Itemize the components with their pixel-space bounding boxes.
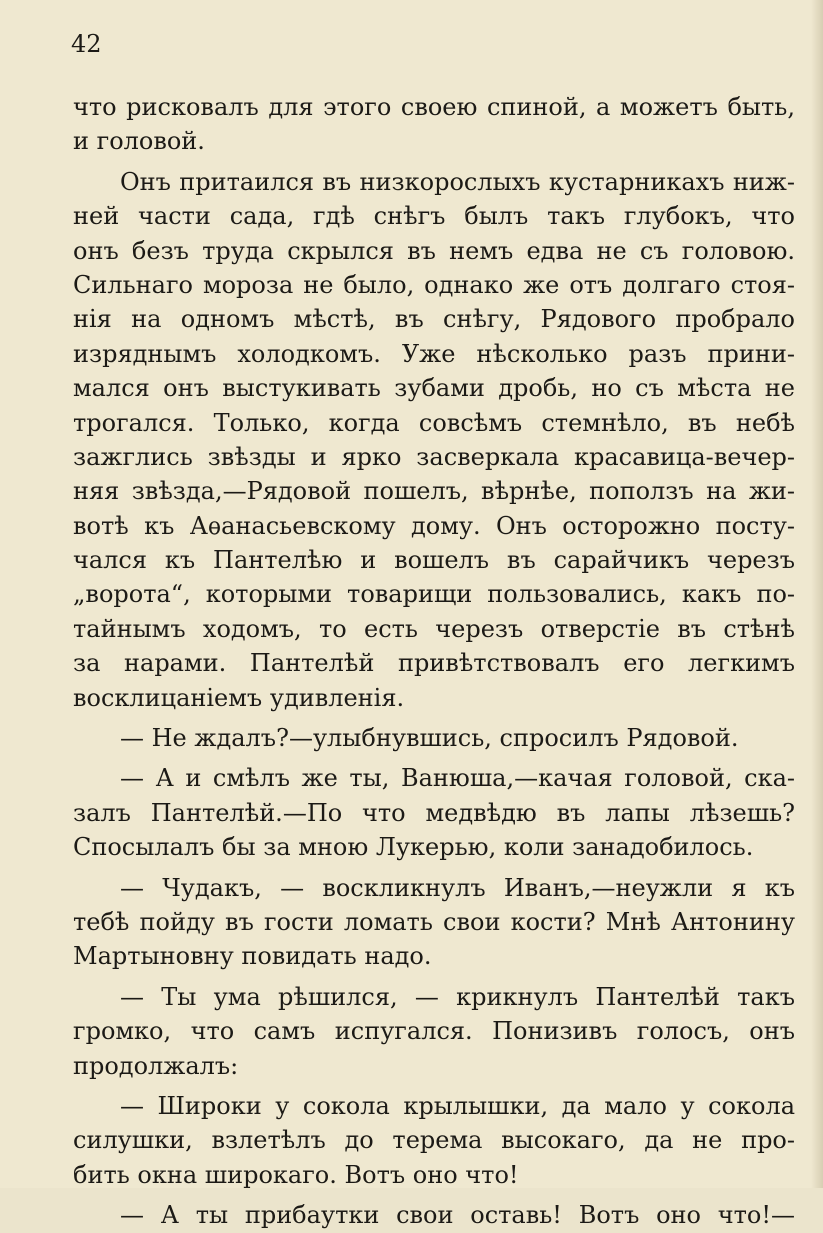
text-line: ней части сада, гдѣ снѣгъ былъ такъ глубокъ, что: [73, 202, 795, 231]
text-line: бить окна широкаго. Вотъ оно что!: [73, 1160, 519, 1189]
text-line: Сильнаго мороза не было, однако же отъ долгаго стоя-: [73, 270, 795, 299]
text-line: — А ты прибаутки свои оставь! Вотъ оно что!—: [120, 1201, 795, 1230]
text-line: — Ты ума рѣшился, — крикнулъ Пантелѣй такъ: [120, 982, 795, 1011]
text-line: зажглись звѣзды и ярко засверкала красавица-вечер-: [73, 442, 795, 471]
paragraph: [73, 1089, 795, 1192]
paragraph: [73, 871, 795, 974]
text-line: — Чудакъ, — воскликнулъ Иванъ,—неужли я къ: [120, 873, 795, 902]
text-line: вотѣ къ Аѳанасьевскому дому. Онъ осторожно посту-: [73, 511, 795, 540]
text-line: Мартыновну повидать надо.: [73, 942, 432, 971]
text-line: залъ Пантелѣй.—По что медвѣдю въ лапы лѣзешь?: [73, 798, 795, 827]
paragraph: [73, 165, 795, 715]
text-line: продолжалъ:: [73, 1051, 239, 1080]
text-line: трогался. Только, когда совсѣмъ стемнѣло, въ небѣ: [73, 408, 795, 437]
paragraph: [73, 980, 795, 1083]
text-line: чался къ Пантелѣю и вошелъ въ сарайчикъ черезъ: [73, 546, 795, 575]
paragraph: [73, 1198, 795, 1232]
text-line: что рисковалъ для этого своею спиной, а можетъ быть,: [73, 93, 795, 121]
text-line: силушки, взлетѣлъ до терема высокаго, да не про-: [73, 1126, 795, 1155]
text-line: мался онъ выстукивать зубами дробь, но съ мѣста не: [73, 374, 795, 403]
text-line: Онъ притаился въ низкорослыхъ кустарникахъ ниж-: [120, 167, 795, 196]
text-line: Спосылалъ бы за мною Лукерью, коли занадобилось.: [73, 833, 754, 862]
page-number: 42: [71, 30, 102, 58]
text-line: тебѣ пойду въ гости ломать свои кости? Мнѣ Антонину: [73, 907, 795, 936]
text-line: — А и смѣлъ же ты, Ванюша,—качая головой, ска-: [120, 764, 795, 793]
body-text: [73, 90, 795, 1233]
text-line: — Не ждалъ?—улыбнувшись, спросилъ Рядовой.: [120, 724, 739, 753]
text-line: онъ безъ труда скрылся въ немъ едва не съ головою.: [73, 236, 795, 265]
text-line: громко, что самъ испугался. Понизивъ голосъ, онъ: [73, 1017, 795, 1046]
text-line: восклицаніемъ удивленія.: [73, 683, 405, 712]
text-line: изряднымъ холодкомъ. Уже нѣсколько разъ прини-: [73, 339, 795, 368]
text-line: за нарами. Пантелѣй привѣтствовалъ его легкимъ: [73, 649, 795, 678]
page-edge-shadow: [811, 0, 823, 1188]
paragraph: [73, 90, 795, 159]
paragraph: [73, 721, 795, 755]
text-line: — Широки у сокола крылышки, да мало у сокола: [120, 1091, 795, 1120]
text-line: няя звѣзда,—Рядовой пошелъ, вѣрнѣе, поползъ на жи-: [73, 477, 795, 506]
text-line: и головой.: [73, 127, 205, 156]
text-line: нія на одномъ мѣстѣ, въ снѣгу, Рядового пробрало: [73, 305, 795, 334]
paragraph: [73, 761, 795, 864]
text-line: „ворота“, которыми товарищи пользовались, какъ по-: [73, 580, 795, 609]
text-line: тайнымъ ходомъ, то есть черезъ отверстіе въ стѣнѣ: [73, 614, 795, 643]
